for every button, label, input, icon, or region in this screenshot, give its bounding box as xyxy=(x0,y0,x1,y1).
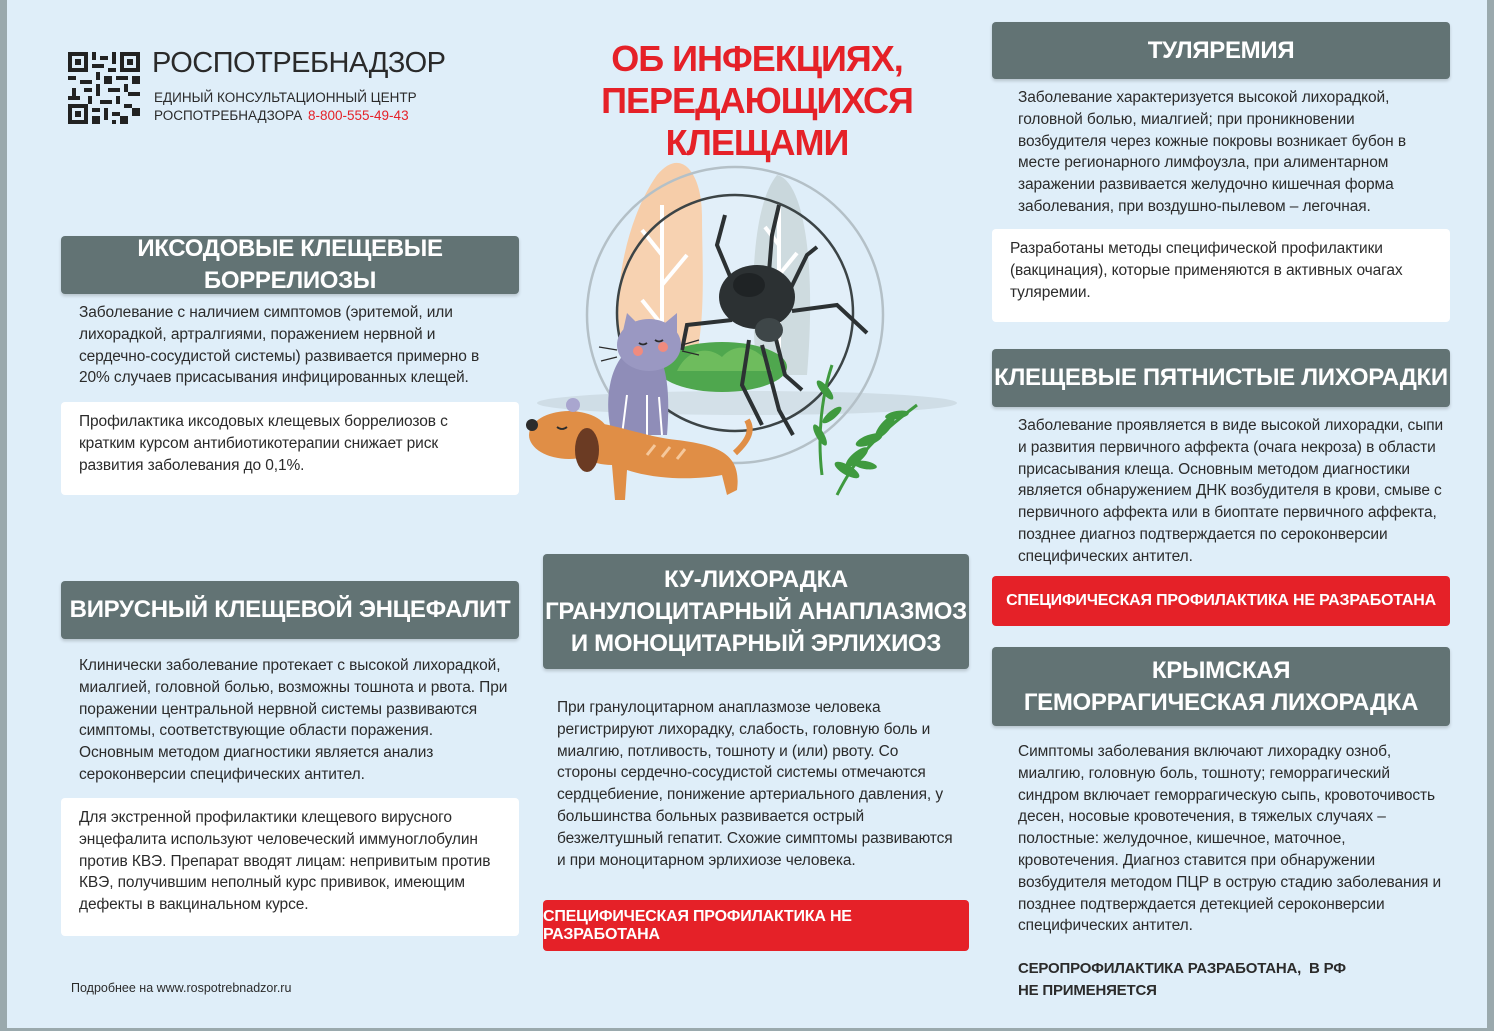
brand-line-1: ЕДИНЫЙ КОНСУЛЬТАЦИОННЫЙ ЦЕНТР xyxy=(154,90,417,105)
qfever-text: При гранулоцитарном анаплазмозе человека регистрируют лихорадку, слабость, головную боль и миалгию, потливость, тошноту и (или) рвоту. Со стороны сердечно-сосудистой системы отмечаются сердцебиение, понижение артериального давления, у большинства больных развивается острый безжелтушный гепатит. Схожие симптомы развиваются и при моноцитарном эрлихиозе человека. xyxy=(557,699,953,869)
encephalitis-heading: ВИРУСНЫЙ КЛЕЩЕВОЙ ЭНЦЕФАЛИТ xyxy=(61,581,519,639)
encephalitis-text: Клинически заболевание протекает с высокой лихорадкой, миалгией, головной болью, возможны тошнота и рвота. При поражении центральной нервной системы развиваются симптомы, соответствующие области поражения. Основным методом диагностики является анализ сероконверсии специфических антител. xyxy=(79,657,508,783)
title-line-2: ПЕРЕДАЮЩИХСЯ КЛЕЩАМИ xyxy=(601,80,913,163)
tick-illustration xyxy=(517,135,972,535)
borreliosis-text: Заболевание с наличием симптомов (эритемой, или лихорадкой, артралгиями, поражением нервной и сердечно-сосудистой системы) развивается примерно в 20% случаев присасывания инфицированных клещей. xyxy=(79,304,480,387)
tularemia-text: Заболевание характеризуется высокой лихорадкой, головной болью, миалгией; при проникновении возбудителя через кожные покровы возникает бубон в месте регионарного лимфоузла, при алиментарном заражении развивается желудочно кишечная форма заболевания, при воздушно-пылевом – легочная. xyxy=(1018,89,1406,215)
footer-link[interactable]: Подробнее на www.rospotrebnadzor.ru xyxy=(71,981,292,995)
spotted-fever-alert: СПЕЦИФИЧЕСКАЯ ПРОФИЛАКТИКА НЕ РАЗРАБОТАНА xyxy=(992,576,1450,626)
brand-line-2 xyxy=(154,108,409,123)
brand-org: РОСПОТРЕБНАДЗОРА xyxy=(154,108,303,123)
borreliosis-heading: ИКСОДОВЫЕ КЛЕЩЕВЫЕ БОРРЕЛИОЗЫ xyxy=(61,236,519,294)
crimean-note-line-1: СЕРОПРОФИЛАКТИКА РАЗРАБОТАНА, В РФ xyxy=(1018,960,1346,977)
brand-name: РОСПОТРЕБНАДЗОР xyxy=(152,47,446,79)
crimean-note xyxy=(1018,958,1346,1002)
qr-code-icon xyxy=(68,52,140,124)
qfever-alert: СПЕЦИФИЧЕСКАЯ ПРОФИЛАКТИКА НЕ РАЗРАБОТАНА xyxy=(543,900,969,951)
qfever-heading-line-1: КУ-ЛИХОРАДКА xyxy=(664,565,848,593)
spotted-fever-text: Заболевание проявляется в виде высокой лихорадки, сыпи и развития первичного аффекта (очага некроза) в области присасывания клеща. Основным методом диагностики является обнаружением ДНК возбудителя в крови, смыве с первичного аффекта или в биоптате первичного аффекта, позднее диагноз подтверждается по сероконверсии специфических антител. xyxy=(1018,417,1444,565)
crimean-fever-text: Симптомы заболевания включают лихорадку озноб, миалгию, головную боль, тошноту; геморрагический синдром включает геморрагическую сыпь, кровоточивость десен, носовые кровотечения, в тяжелых случаях – полостные: желудочное, кишечное, маточное, кровотечения. Диагноз ставится при обнаружении возбудителя методом ПЦР в острую стадию заболевания и позднее подтверждается детекцией сероконверсии специфических антител. xyxy=(1018,743,1442,935)
tularemia-prevention-card: Разработаны методы специфической профилактики (вакцинация), которые применяются в активных очагах туляремии. xyxy=(992,229,1450,322)
crimean-fever-heading xyxy=(992,647,1450,726)
qfever-heading-line-3: И МОНОЦИТАРНЫЙ ЭРЛИХИОЗ xyxy=(570,629,942,657)
crimean-heading-line-2: ГЕМОРРАГИЧЕСКАЯ ЛИХОРАДКА xyxy=(1023,688,1419,716)
crimean-note-line-2: НЕ ПРИМЕНЯЕТСЯ xyxy=(1018,982,1157,999)
brand-phone: 8-800-555-49-43 xyxy=(308,108,409,123)
title-line-1: ОБ ИНФЕКЦИЯХ, xyxy=(611,38,903,79)
qfever-heading-line-2: ГРАНУЛОЦИТАРНЫЙ АНАПЛАЗМОЗ xyxy=(545,597,967,625)
borreliosis-prevention-card: Профилактика иксодовых клещевых боррелиозов с кратким курсом антибиотикотерапии снижает риск развития заболевания до 0,1%. xyxy=(61,402,519,495)
tularemia-heading: ТУЛЯРЕМИЯ xyxy=(992,22,1450,79)
crimean-heading-line-1: КРЫМСКАЯ xyxy=(1151,656,1291,684)
qfever-heading xyxy=(543,554,969,669)
poster xyxy=(7,0,1487,1028)
encephalitis-prevention-card: Для экстренной профилактики клещевого вирусного энцефалита используют человеческий иммуноглобулин против КВЭ. Препарат вводят лицам: непривитым против КВЭ, получившим неполный курс прививок, имеющим дефекты в вакцинальном курсе. xyxy=(61,798,519,936)
spotted-fever-heading: КЛЕЩЕВЫЕ ПЯТНИСТЫЕ ЛИХОРАДКИ xyxy=(992,349,1450,407)
